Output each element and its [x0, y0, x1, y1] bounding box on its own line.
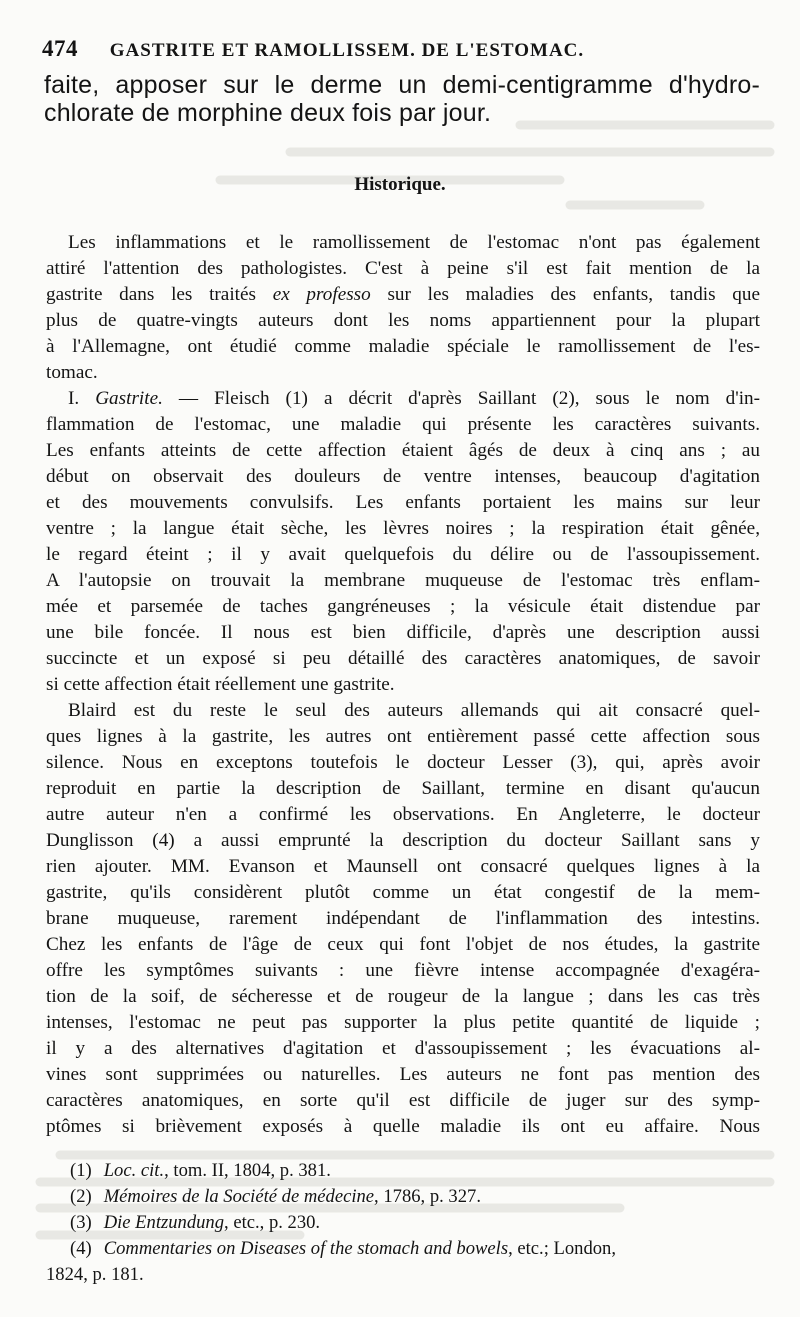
text-line: tion de la soif, de sécheresse et de rougeur de la langue ; dans les cas très	[46, 986, 760, 1007]
footnote-number: (4)	[70, 1238, 92, 1259]
footnote	[70, 1184, 481, 1210]
text-line: flammation de l'estomac, une maladie qui présente les caractères suivants.	[46, 414, 760, 435]
page-number: 474	[42, 36, 78, 61]
text-line: le regard éteint ; il y avait quelquefois du délire ou de l'assoupissement.	[46, 544, 760, 565]
text-line: silence. Nous en exceptons toutefois le docteur Lesser (3), qui, après avoir	[46, 752, 760, 773]
text-line: offre les symptômes suivants : une fièvre intense accompagnée d'exagéra-	[46, 960, 760, 981]
footnote-text: , 1786, p. 327.	[374, 1186, 481, 1207]
text-line: rien ajouter. MM. Evanson et Maunsell ont consacré quelques lignes à la	[46, 856, 760, 877]
footnote-ref: Die Entzundung	[103, 1212, 225, 1233]
footnote-ref: Commentaries on Diseases of the stomach and bowels	[103, 1238, 509, 1259]
text-line: Les inflammations et le ramollissement de l'estomac n'ont pas également	[68, 232, 760, 253]
text-line: chlorate de morphine deux fois par jour.	[44, 99, 492, 127]
footnote-text: , etc., p. 230.	[224, 1212, 321, 1233]
footnote	[70, 1236, 616, 1262]
footnote-ref: Loc. cit.	[103, 1160, 165, 1181]
text-line: vines sont supprimées ou naturelles. Les auteurs ne font pas mention des	[46, 1064, 760, 1085]
text-line: gastrite, qu'ils considèrent plutôt comme un état congestif de la mem-	[46, 882, 760, 903]
text-line: faite, apposer sur le derme un demi-centigramme d'hydro-	[44, 71, 760, 99]
section-heading: Historique.	[354, 174, 446, 195]
text-line: à l'Allemagne, ont étudié comme maladie spéciale le ramollissement de l'es-	[46, 336, 760, 357]
text-line: si cette affection était réellement une gastrite.	[46, 674, 395, 695]
footnote-text: , etc.; London,	[508, 1238, 616, 1259]
footnote	[70, 1210, 320, 1236]
footnote-text: 1824, p. 181.	[46, 1264, 144, 1285]
text-line: il y a des alternatives d'agitation et d'assoupissement ; les évacuations al-	[46, 1038, 760, 1059]
text-line: A l'autopsie on trouvait la membrane muqueuse de l'estomac très enflam-	[46, 570, 760, 591]
emphasis: ex professo	[272, 284, 371, 305]
text-line: autre auteur n'en a confirmé les observations. En Angleterre, le docteur	[46, 804, 760, 825]
text-line: et des mouvements convulsifs. Les enfants portaient les mains sur leur	[46, 492, 760, 513]
footnote-number: (2)	[70, 1186, 92, 1207]
footnote-number: (3)	[70, 1212, 92, 1233]
text-line: Dunglisson (4) a aussi emprunté la description du docteur Saillant sans y	[46, 830, 760, 851]
text-line: intenses, l'estomac ne peut pas supporter la plus petite quantité de liquide ;	[46, 1012, 760, 1033]
text-line: mée et parsemée de taches gangréneuses ; la vésicule était distendue par	[46, 596, 760, 617]
text-line: début on observait des douleurs de ventre intenses, beaucoup d'agitation	[46, 466, 760, 487]
text-line: plus de quatre-vingts auteurs dont les noms appartiennent pour la plupart	[46, 310, 760, 331]
footnote	[46, 1262, 144, 1288]
emphasis: Gastrite.	[95, 388, 163, 409]
text-line: Blaird est du reste le seul des auteurs allemands qui ait consacré quel-	[68, 700, 760, 721]
footnote-text: , tom. II, 1804, p. 381.	[164, 1160, 331, 1181]
text-line: Chez les enfants de l'âge de ceux qui font l'objet de nos études, la gastrite	[46, 934, 760, 955]
running-title: GASTRITE ET RAMOLLISSEM. DE L'ESTOMAC.	[109, 40, 585, 61]
text-line: une bile foncée. Il nous est bien difficile, d'après une description aussi	[46, 622, 760, 643]
text-line: attiré l'attention des pathologistes. C'est à peine s'il est fait mention de la	[46, 258, 760, 279]
text-line: reproduit en partie la description de Saillant, termine en disant qu'aucun	[46, 778, 760, 799]
footnote-number: (1)	[70, 1160, 92, 1181]
footnote-ref: Mémoires de la Société de médecine	[103, 1186, 375, 1207]
footnote	[70, 1158, 331, 1184]
text-line: brane muqueuse, rarement indépendant de l'inflammation des intestins.	[46, 908, 760, 929]
text-line: ventre ; la langue était sèche, les lèvres noires ; la respiration était gênée,	[46, 518, 760, 539]
text-line: ptômes si brièvement exposés à quelle maladie ils ont eu affaire. Nous	[46, 1116, 760, 1137]
text-line: tomac.	[46, 362, 98, 383]
text-line: gastrite dans les traités ex professo sur les maladies des enfants, tandis que	[46, 284, 760, 305]
running-head	[42, 36, 760, 62]
text-line: Les enfants atteints de cette affection étaient âgés de deux à cinq ans ; au	[46, 440, 760, 461]
text-line: ques lignes à la gastrite, les autres ont entièrement passé cette affection sous	[46, 726, 760, 747]
text-line: I. Gastrite. — Fleisch (1) a décrit d'après Saillant (2), sous le nom d'in-	[68, 388, 761, 409]
text-line: succincte et un exposé si peu détaillé des caractères anatomiques, de savoir	[46, 648, 760, 669]
text-line: caractères anatomiques, en sorte qu'il est difficile de juger sur des symp-	[46, 1090, 760, 1111]
